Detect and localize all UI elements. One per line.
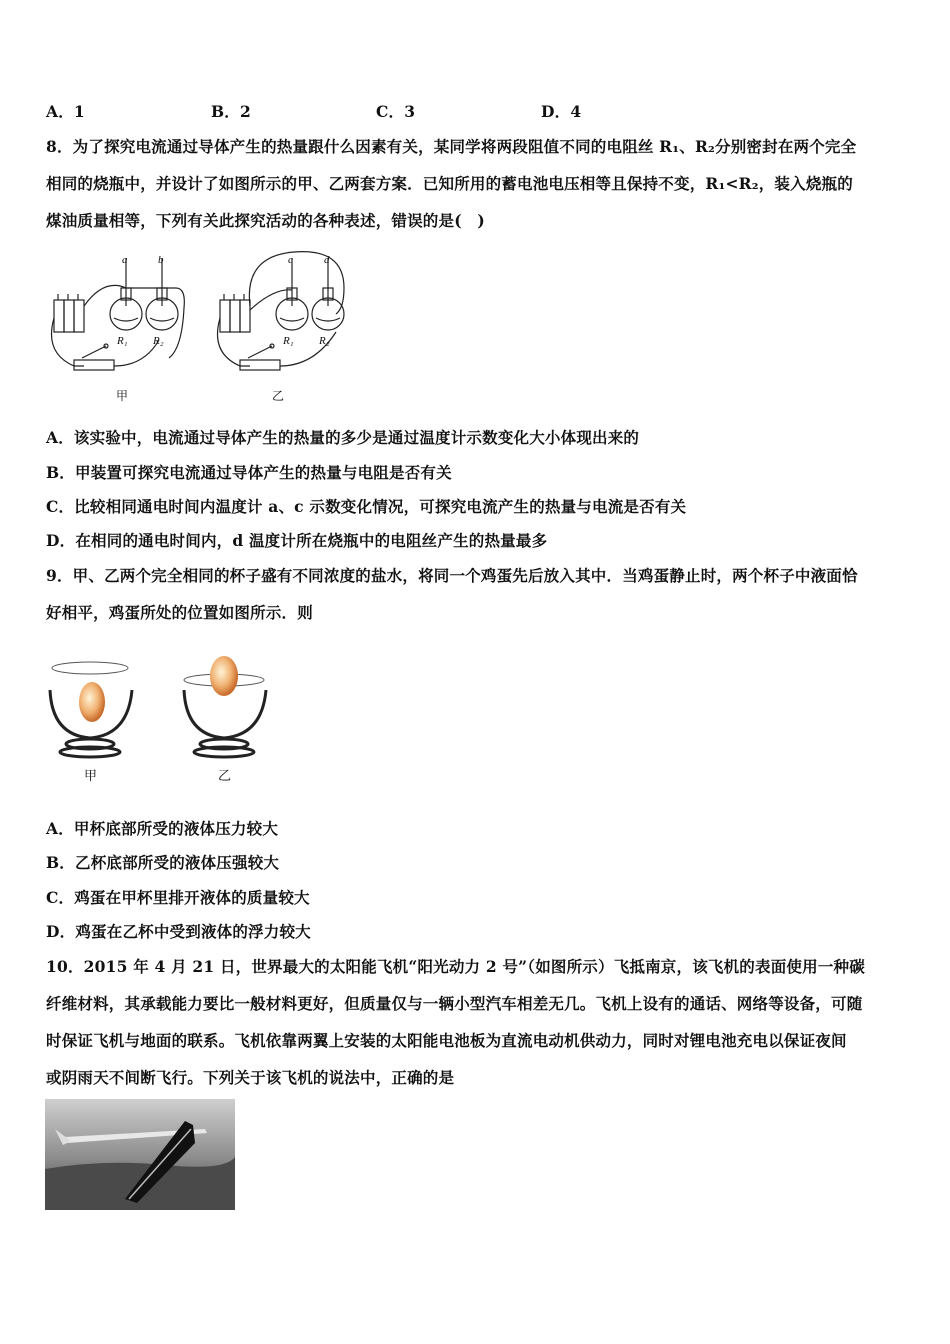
q9-option-a: A．甲杯底部所受的液体压力较大 bbox=[46, 819, 279, 838]
label-d: d bbox=[324, 254, 330, 266]
q10-stem-line-2: 纤维材料，其承载能力要比一般材料更好，但质量仅与一辆小型汽车相差无几。飞机上设有的通话、网络等设备，可随 bbox=[46, 994, 863, 1013]
q8-stem-line-2: 相同的烧瓶中，并设计了如图所示的甲、乙两套方案．已知所用的蓄电池电压相等且保持不变，R₁<R₂，装入烧瓶的 bbox=[46, 174, 853, 193]
label-r2-left: R₂ bbox=[153, 335, 164, 347]
q8-option-b: B．甲装置可探究电流通过导体产生的热量与电阻是否有关 bbox=[46, 463, 452, 482]
q7-option-c: C．3 bbox=[376, 102, 416, 121]
q8-circuit-figure bbox=[44, 248, 364, 408]
q7-option-d: D．4 bbox=[541, 102, 582, 121]
label-a: a bbox=[122, 254, 128, 266]
q10-stem-line-3: 时保证飞机与地面的联系。飞机依靠两翼上安装的太阳能电池板为直流电动机供动力，同时对锂电池充电以保证夜间 bbox=[46, 1031, 847, 1050]
q7-option-a: A．1 bbox=[46, 102, 85, 121]
q7-option-b: B．2 bbox=[211, 102, 251, 121]
label-b: b bbox=[158, 254, 164, 266]
q8-stem-line-3: 煤油质量相等，下列有关此探究活动的各种表述，错误的是( ) bbox=[46, 211, 485, 230]
flask-left-r2 bbox=[146, 258, 178, 330]
battery-left bbox=[54, 294, 84, 332]
q8-option-c: C．比较相同通电时间内温度计 a、c 示数变化情况，可探究电流产生的热量与电流是否有关 bbox=[46, 497, 687, 516]
label-r1-right: R₁ bbox=[283, 335, 294, 347]
q7-options bbox=[46, 102, 906, 122]
flask-right-r1 bbox=[276, 258, 308, 330]
battery-right bbox=[220, 294, 250, 332]
flask-left-r1 bbox=[110, 258, 142, 330]
q9-stem-line-2: 好相平，鸡蛋所处的位置如图所示．则 bbox=[46, 603, 313, 622]
egg-yi bbox=[210, 656, 238, 696]
label-c: c bbox=[288, 254, 293, 266]
q9-stem-line-1: 9．甲、乙两个完全相同的杯子盛有不同浓度的盐水，将同一个鸡蛋先后放入其中．当鸡蛋静止时，两个杯子中液面恰 bbox=[46, 566, 858, 585]
q8-option-d: D．在相同的通电时间内，d 温度计所在烧瓶中的电阻丝产生的热量最多 bbox=[46, 531, 548, 550]
caption-jia-q8: 甲 bbox=[116, 389, 129, 403]
egg-jia bbox=[79, 682, 105, 722]
label-r2-right: R₂ bbox=[319, 335, 330, 347]
flask-right-r2 bbox=[312, 258, 344, 330]
q9-option-c: C．鸡蛋在甲杯里排开液体的质量较大 bbox=[46, 888, 310, 907]
q9-option-d: D．鸡蛋在乙杯中受到液体的浮力较大 bbox=[46, 922, 311, 941]
caption-yi-q8: 乙 bbox=[272, 389, 285, 403]
q10-stem-line-4: 或阴雨天不间断飞行。下列关于该飞机的说法中，正确的是 bbox=[46, 1068, 455, 1087]
q8-stem-line-1: 8．为了探究电流通过导体产生的热量跟什么因素有关，某同学将两段阻值不同的电阻丝 R₁、R₂分别密封在两个完全 bbox=[46, 137, 857, 156]
q10-stem-line-1: 10．2015 年 4 月 21 日，世界最大的太阳能飞机“阳光动力 2 号”（如图所示）飞抵南京，该飞机的表面使用一种碳 bbox=[46, 957, 865, 976]
caption-jia-q9: 甲 bbox=[84, 768, 98, 783]
q8-option-a: A．该实验中，电流通过导体产生的热量的多少是通过温度计示数变化大小体现出来的 bbox=[46, 428, 640, 447]
caption-yi-q9: 乙 bbox=[218, 768, 232, 783]
q10-solar-plane-photo bbox=[45, 1099, 235, 1210]
q9-option-b: B．乙杯底部所受的液体压强较大 bbox=[46, 853, 280, 872]
q9-egg-figure bbox=[44, 640, 284, 790]
label-r1-left: R₁ bbox=[117, 335, 128, 347]
